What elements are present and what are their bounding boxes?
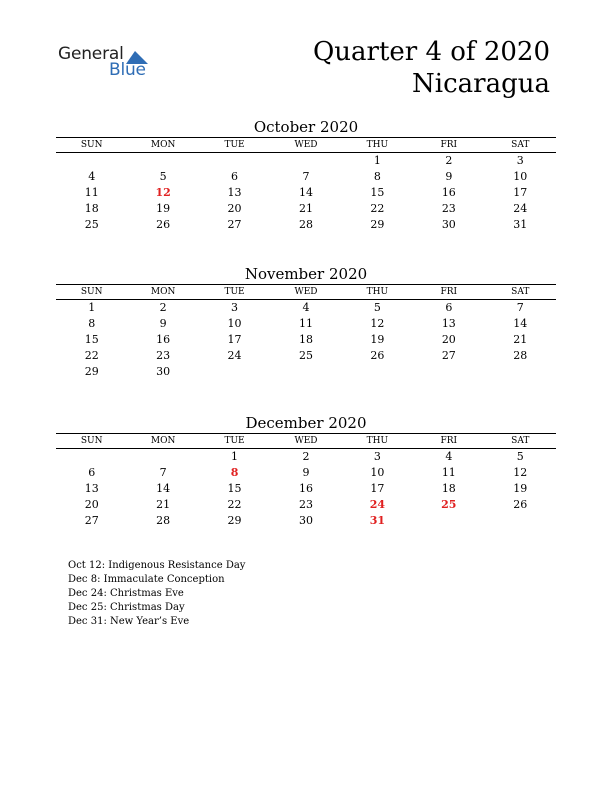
day-cell: 4 bbox=[302, 301, 310, 314]
day-cell: 14 bbox=[513, 317, 528, 330]
day-cell: 11 bbox=[84, 186, 99, 199]
weekday-header-thu: THU bbox=[342, 434, 413, 449]
day-cell: 19 bbox=[156, 202, 171, 215]
day-cell: 17 bbox=[227, 333, 242, 346]
day-cell: 5 bbox=[159, 170, 167, 183]
day-cell: 28 bbox=[513, 349, 528, 362]
page-title bbox=[313, 36, 550, 100]
empty-day-cell bbox=[56, 153, 127, 170]
empty-day-cell bbox=[199, 153, 270, 170]
week-row bbox=[56, 169, 556, 185]
day-cell: 17 bbox=[513, 186, 528, 199]
logo-text-blue: Blue bbox=[109, 60, 146, 80]
holiday-day-cell: 8 bbox=[230, 466, 239, 479]
day-cell: 1 bbox=[231, 450, 239, 463]
day-cell: 15 bbox=[227, 482, 242, 495]
weekday-header-fri: FRI bbox=[413, 138, 484, 153]
week-row bbox=[56, 465, 556, 481]
weekday-header-thu: THU bbox=[342, 138, 413, 153]
day-cell: 14 bbox=[156, 482, 171, 495]
day-cell: 21 bbox=[513, 333, 528, 346]
week-row bbox=[56, 300, 556, 317]
weekday-header-sat: SAT bbox=[485, 285, 556, 300]
holiday-day-cell: 31 bbox=[369, 514, 386, 527]
day-cell: 26 bbox=[513, 498, 528, 511]
day-cell: 6 bbox=[88, 466, 96, 479]
weekday-header-tue: TUE bbox=[199, 285, 270, 300]
generalblue-logo bbox=[58, 44, 158, 80]
weekday-header-sun: SUN bbox=[56, 285, 127, 300]
weekday-header-sat: SAT bbox=[485, 138, 556, 153]
day-cell: 5 bbox=[373, 301, 381, 314]
day-cell: 15 bbox=[370, 186, 385, 199]
empty-day-cell bbox=[270, 153, 341, 170]
day-cell: 1 bbox=[373, 154, 381, 167]
month-title: December 2020 bbox=[245, 414, 367, 432]
day-cell: 30 bbox=[441, 218, 456, 231]
empty-day-cell bbox=[56, 449, 127, 466]
month-december bbox=[56, 413, 556, 529]
holiday-note: Oct 12: Indigenous Resistance Day bbox=[68, 560, 246, 571]
holiday-note: Dec 31: New Year’s Eve bbox=[68, 616, 190, 627]
day-cell: 6 bbox=[231, 170, 239, 183]
day-cell: 16 bbox=[441, 186, 456, 199]
weekday-header-wed: WED bbox=[270, 285, 341, 300]
empty-day-cell bbox=[270, 364, 341, 380]
weekday-header-mon: MON bbox=[127, 285, 198, 300]
weekday-header-tue: TUE bbox=[199, 434, 270, 449]
day-cell: 20 bbox=[84, 498, 99, 511]
day-cell: 10 bbox=[513, 170, 528, 183]
logo-text-general: General bbox=[58, 44, 124, 64]
month-october bbox=[56, 117, 556, 233]
day-cell: 2 bbox=[302, 450, 310, 463]
day-cell: 8 bbox=[373, 170, 381, 183]
day-cell: 30 bbox=[298, 514, 313, 527]
empty-day-cell bbox=[342, 364, 413, 380]
weekday-header-sun: SUN bbox=[56, 138, 127, 153]
month-title: October 2020 bbox=[253, 118, 359, 136]
weekday-header-row bbox=[56, 434, 556, 449]
day-cell: 4 bbox=[88, 170, 96, 183]
day-cell: 9 bbox=[445, 170, 453, 183]
day-cell: 27 bbox=[227, 218, 242, 231]
holiday-note: Dec 25: Christmas Day bbox=[68, 602, 185, 613]
day-cell: 7 bbox=[302, 170, 310, 183]
day-cell: 27 bbox=[84, 514, 99, 527]
day-cell: 20 bbox=[441, 333, 456, 346]
weekday-header-row bbox=[56, 285, 556, 300]
day-cell: 25 bbox=[298, 349, 313, 362]
weekday-header-mon: MON bbox=[127, 434, 198, 449]
day-cell: 29 bbox=[370, 218, 385, 231]
day-cell: 23 bbox=[298, 498, 313, 511]
day-cell: 19 bbox=[370, 333, 385, 346]
day-cell: 23 bbox=[156, 349, 171, 362]
day-cell: 25 bbox=[84, 218, 99, 231]
day-cell: 16 bbox=[298, 482, 313, 495]
week-row bbox=[56, 348, 556, 364]
day-cell: 12 bbox=[513, 466, 528, 479]
title-quarter: Quarter 4 of 2020 bbox=[312, 37, 550, 67]
day-cell: 3 bbox=[373, 450, 381, 463]
day-cell: 12 bbox=[370, 317, 385, 330]
day-cell: 18 bbox=[84, 202, 99, 215]
week-row bbox=[56, 481, 556, 497]
weekday-header-mon: MON bbox=[127, 138, 198, 153]
month-november bbox=[56, 264, 556, 380]
weekday-header-tue: TUE bbox=[199, 138, 270, 153]
day-cell: 28 bbox=[298, 218, 313, 231]
day-cell: 7 bbox=[159, 466, 167, 479]
day-cell: 10 bbox=[227, 317, 242, 330]
day-cell: 26 bbox=[370, 349, 385, 362]
day-cell: 28 bbox=[156, 514, 171, 527]
calendar-table bbox=[56, 433, 556, 529]
day-cell: 2 bbox=[445, 154, 453, 167]
day-cell: 3 bbox=[516, 154, 524, 167]
day-cell: 13 bbox=[227, 186, 242, 199]
day-cell: 31 bbox=[513, 218, 528, 231]
empty-day-cell bbox=[485, 513, 556, 529]
weekday-header-sat: SAT bbox=[485, 434, 556, 449]
day-cell: 19 bbox=[513, 482, 528, 495]
week-row bbox=[56, 201, 556, 217]
week-row bbox=[56, 497, 556, 513]
week-row bbox=[56, 449, 556, 466]
holiday-notes bbox=[68, 559, 245, 629]
day-cell: 13 bbox=[84, 482, 99, 495]
holiday-day-cell: 25 bbox=[441, 498, 457, 511]
week-row bbox=[56, 185, 556, 201]
weekday-header-sun: SUN bbox=[56, 434, 127, 449]
day-cell: 22 bbox=[84, 349, 99, 362]
week-row bbox=[56, 332, 556, 348]
day-cell: 26 bbox=[156, 218, 171, 231]
weekday-header-wed: WED bbox=[270, 138, 341, 153]
week-row bbox=[56, 217, 556, 233]
week-row bbox=[56, 153, 556, 170]
day-cell: 18 bbox=[298, 333, 313, 346]
weekday-header-fri: FRI bbox=[413, 285, 484, 300]
day-cell: 23 bbox=[441, 202, 456, 215]
day-cell: 2 bbox=[159, 301, 167, 314]
weekday-header-row bbox=[56, 138, 556, 153]
holiday-day-cell: 12 bbox=[155, 186, 171, 199]
month-title: November 2020 bbox=[244, 265, 368, 283]
day-cell: 22 bbox=[370, 202, 385, 215]
day-cell: 17 bbox=[370, 482, 385, 495]
day-cell: 24 bbox=[513, 202, 528, 215]
day-cell: 30 bbox=[156, 365, 171, 378]
holiday-note: Dec 24: Christmas Eve bbox=[68, 588, 184, 599]
day-cell: 18 bbox=[441, 482, 456, 495]
day-cell: 21 bbox=[298, 202, 313, 215]
day-cell: 5 bbox=[516, 450, 524, 463]
day-cell: 29 bbox=[227, 514, 242, 527]
day-cell: 21 bbox=[156, 498, 171, 511]
week-row bbox=[56, 513, 556, 529]
day-cell: 1 bbox=[88, 301, 96, 314]
week-row bbox=[56, 364, 556, 380]
day-cell: 11 bbox=[441, 466, 456, 479]
day-cell: 13 bbox=[441, 317, 456, 330]
day-cell: 11 bbox=[298, 317, 313, 330]
day-cell: 7 bbox=[516, 301, 524, 314]
day-cell: 6 bbox=[445, 301, 453, 314]
empty-day-cell bbox=[413, 364, 484, 380]
empty-day-cell bbox=[199, 364, 270, 380]
holiday-day-cell: 24 bbox=[369, 498, 386, 511]
empty-day-cell bbox=[485, 364, 556, 380]
day-cell: 24 bbox=[227, 349, 242, 362]
title-country: Nicaragua bbox=[412, 69, 550, 99]
calendar-table bbox=[56, 284, 556, 380]
weekday-header-thu: THU bbox=[342, 285, 413, 300]
empty-day-cell bbox=[127, 449, 198, 466]
weekday-header-wed: WED bbox=[270, 434, 341, 449]
day-cell: 27 bbox=[441, 349, 456, 362]
day-cell: 9 bbox=[302, 466, 310, 479]
day-cell: 22 bbox=[227, 498, 242, 511]
week-row bbox=[56, 316, 556, 332]
day-cell: 29 bbox=[84, 365, 99, 378]
empty-day-cell bbox=[127, 153, 198, 170]
empty-day-cell bbox=[413, 513, 484, 529]
day-cell: 14 bbox=[298, 186, 313, 199]
day-cell: 4 bbox=[445, 450, 453, 463]
holiday-note: Dec 8: Immaculate Conception bbox=[68, 574, 225, 585]
day-cell: 20 bbox=[227, 202, 242, 215]
weekday-header-fri: FRI bbox=[413, 434, 484, 449]
day-cell: 15 bbox=[84, 333, 99, 346]
day-cell: 16 bbox=[156, 333, 171, 346]
day-cell: 3 bbox=[231, 301, 239, 314]
day-cell: 8 bbox=[88, 317, 96, 330]
day-cell: 10 bbox=[370, 466, 385, 479]
calendar-table bbox=[56, 137, 556, 233]
day-cell: 9 bbox=[159, 317, 167, 330]
